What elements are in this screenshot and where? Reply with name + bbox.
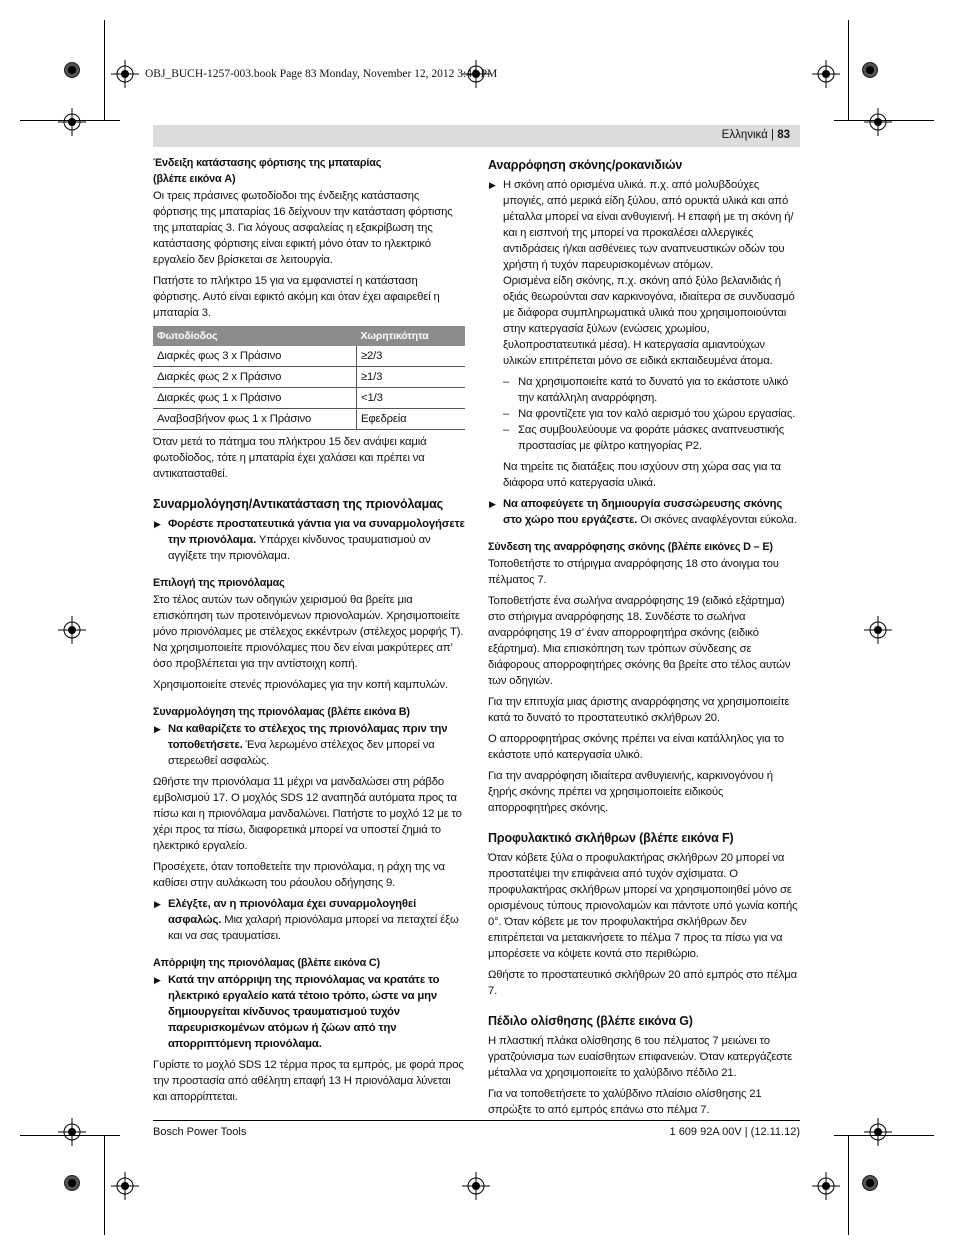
header-language: Ελληνικά: [721, 129, 768, 141]
table-row: Διαρκές φως 1 x Πράσινο <1/3: [153, 388, 465, 409]
paragraph: Να τηρείτε τις διατάξεις που ισχύουν στη χώρα σας για τα διάφορα υπό κατεργασία υλικά.: [503, 461, 781, 489]
table-header: Χωρητικότητα: [357, 326, 466, 346]
table-row: Αναβοσβήνον φως 1 x Πράσινο Εφεδρεία: [153, 409, 465, 430]
page-number: 83: [777, 129, 790, 141]
registration-mark-icon: [111, 1172, 139, 1200]
crop-mark: [848, 1135, 849, 1235]
section-subtitle: Απόρριψη της πριονόλαμας (βλέπε εικόνα C): [153, 957, 381, 969]
dash-item: – Σας συμβουλεύουμε να φοράτε μάσκες αναπνευστικής προστασίας με φίλτρο κατηγορίας P2.: [503, 424, 785, 452]
paragraph: Τοποθετήστε ένα σωλήνα αναρρόφησης 19 (ειδικό εξάρτημα) στο στήριγμα αναρρόφησης 18. Συνδέστε το σωλήνα αναρρόφησης 19 σ’ έναν απορροφητήρα σκόνης (ειδικό εξάρτημα). Μια επισκόπηση των τρόπων σύνδεσης σε διάφορους απορροφητήρες σκόνης θα βρείτε στο τέλος αυτών των οδηγιών.: [488, 595, 791, 687]
registration-mark-icon: [462, 1172, 490, 1200]
paragraph: Στο τέλος αυτών των οδηγιών χειρισμού θα βρείτε μια επισκόπηση των προτεινόμενων πριονολαμών. Χρησιμοποιείτε μόνο πριονόλαμες με στέλεχος εκκέντρων (στέλεχος μορφής T). Να χρησιμοποιείτε πριονόλαμες που δεν είναι μακρύτερες απ’ όσο προβλέπεται για την αντίστοιχη κοπή.: [153, 594, 464, 670]
paragraph: Γυρίστε το μοχλό SDS 12 τέρμα προς τα εμπρός, με φορά προς την προστασία από αθέλητη επαφή 13 Η πριονόλαμα λύνεται και απορρίπτεται.: [153, 1059, 464, 1103]
registration-mark-icon: [864, 108, 892, 136]
left-column: [153, 155, 465, 1110]
paragraph: Ο απορροφητήρας σκόνης πρέπει να είναι κατάλληλος για το εκάστοτε υπό κατεργασία υλικό.: [488, 733, 784, 761]
color-target-icon: [862, 62, 878, 78]
print-slug: OBJ_BUCH-1257-003.book Page 83 Monday, November 12, 2012 3:46 PM: [145, 68, 498, 80]
paragraph: Τοποθετήστε το στήριγμα αναρρόφησης 18 στο άνοιγμα του πέλματος 7.: [488, 558, 779, 586]
registration-mark-icon: [864, 1118, 892, 1146]
bullet-item: ▶ Να αποφεύγετε τη δημιουργία συσσώρευσης σκόνης στο χώρο που εργάζεστε. Οι σκόνες αναφλέγονται εύκολα.: [489, 498, 797, 526]
registration-mark-icon: [58, 616, 86, 644]
registration-mark-icon: [58, 1118, 86, 1146]
color-target-icon: [64, 1175, 80, 1191]
crop-mark: [848, 20, 849, 120]
color-target-icon: [862, 1175, 878, 1191]
paragraph: Χρησιμοποιείτε στενές πριονόλαμες για την κοπή καμπυλών.: [153, 679, 448, 691]
section-subtitle: Συναρμολόγηση της πριονόλαμας (βλέπε εικόνα B): [153, 706, 410, 718]
paragraph: Ωθήστε το προστατευτικό σκλήθρων 20 από εμπρός στο πέλμα 7.: [488, 969, 797, 997]
paragraph: Ωθήστε την πριονόλαμα 11 μέχρι να μανδαλώσει στη ράβδο εμβολισμού 17. Ο μοχλός SDS 12 αναπηδά αυτόματα προς τα πίσω και η πριονόλαμα μανδαλώνει. Πατήστε το μοχλό 12 με το χέρι προς τα πίσω, διαφορετικά μπορεί να υποστεί ζημιά το ηλεκτρικό εργαλείο.: [153, 776, 462, 852]
paragraph: Προσέχετε, όταν τοποθετείτε την πριονόλαμα, η ράχη της να καθίσει στην αυλάκωση του ράουλου οδήγησης 9.: [153, 861, 445, 889]
footer-brand: Bosch Power Tools: [153, 1126, 247, 1138]
paragraph: Για την επιτυχία μιας άριστης αναρρόφησης να χρησιμοποιείτε κατά το δυνατό το προστατευτικό σκλήθρων 20.: [488, 696, 790, 724]
registration-mark-icon: [58, 108, 86, 136]
bullet-item: ▶ Φορέστε προστατευτικά γάντια για να συναρμολογήσετε την πριονόλαμα. Υπάρχει κίνδυνος τραυματισμού αν αγγίξετε την πριονόλαμα.: [154, 518, 465, 562]
color-target-icon: [64, 62, 80, 78]
paragraph: Η πλαστική πλάκα ολίσθησης 6 του πέλματος 7 μειώνει το γρατζούνισμα των ευαίσθητων επιφανειών. Όταν κατεργάζεστε μέταλλα να χρησιμοποιείτε το χαλύβδινο πέδιλο 21.: [488, 1035, 793, 1079]
section-subtitle: Ένδειξη κατάστασης φόρτισης της μπαταρίας (βλέπε εικόνα A): [153, 157, 382, 185]
dash-item: – Να φροντίζετε για τον καλό αερισμό του χώρου εργασίας.: [503, 408, 796, 420]
bullet-arrow-icon: ▶: [489, 499, 496, 509]
paragraph: Όταν κόβετε ξύλα ο προφυλακτήρας σκλήθρων 20 μπορεί να προστατέψει την επιφάνεια από τυχόν σχίσιματα. Ο προφυλακτήρας σκλήθρων μπορεί να χρησιμοποιηθεί μόνο σε ορισμένους τύπους πριονολαμών και πάντοτε υπό γωνία κοπής 0°. Όταν κόβετε με τον προφυλακτήρα σκλήθρων δεν επιτρέπεται να μετακινήσετε το πέλμα 7 προς τα πίσω για να μπορέσετε να κόψετε κοντά στο περιθώριο.: [488, 852, 798, 960]
bullet-item: ▶ Η σκόνη από ορισμένα υλικά. π.χ. από μολυβδούχες μπογιές, από μερικά είδη ξύλου, από ορυκτά υλικά και από μέταλλα μπορεί να είναι ανθυγιεινή. Η επαφή με τη σκόνη ή/και η εισπνοή της μπορεί να προκαλέσει αλλεργικές αντιδράσεις ή/και ασθένειες των αναπνευστικών οδών του χρήστη ή τυχόν παρευρισκομένων ατόμων. Ορισμένα είδη σκόνης, π.χ. σκόνη από ξύλο βελανιδιάς ή οξιάς θεωρούνται σαν καρκινογόνα, ιδιαίτερα σε συνδυασμό με διάφορα συμπληρωματικά υλικά που χρησιμοποιούνται στην κατεργασία ξύλων (ενώσεις χρωμίου, ξυλοπροστατευτικά μέσα). Η κατεργασία αμιαντούχων υλικών επιτρέπεται μόνο σε ειδικά εκπαιδευμένα άτομα.: [489, 179, 795, 367]
paragraph: Όταν μετά το πάτημα του πλήκτρου 15 δεν ανάψει καμιά φωτοδίοδος, τότε η μπαταρία έχει χαλάσει και πρέπει να αντικατασταθεί.: [153, 436, 427, 480]
dash-item: – Να χρησιμοποιείτε κατά το δυνατό για το εκάστοτε υλικό την κατάλληλη αναρρόφηση.: [503, 376, 789, 404]
crop-mark: [104, 20, 105, 120]
bullet-item: ▶ Να καθαρίζετε το στέλεχος της πριονόλαμας πριν την τοποθετήσετε. Ένα λερωμένο στέλεχος δεν μπορεί να στερεωθεί ασφαλώς.: [154, 723, 448, 767]
paragraph: Για να τοποθετήσετε το χαλύβδινο πλαίσιο ολίσθησης 21 σπρώξτε το από εμπρός επάνω στο πέλμα 7.: [488, 1088, 762, 1116]
footer-rule: [153, 1120, 800, 1121]
bullet-item: ▶ Κατά την απόρριψη της πριονόλαμας να κρατάτε το ηλεκτρικό εργαλείο κατά τέτοιο τρόπο, ώστε να μην δημιουργείται κίνδυνος τραυματισμού τυχόν παρευρισκομένων ατόμων ή ζώων από την απορριπτόμενη πριονόλαμα.: [154, 974, 440, 1050]
charge-table: [153, 326, 465, 430]
header-text: Ελληνικά | 83: [721, 129, 790, 141]
bullet-arrow-icon: ▶: [154, 899, 161, 909]
section-title: Συναρμολόγηση/Αντικατάσταση της πριονόλαμας: [153, 497, 444, 511]
bullet-arrow-icon: ▶: [154, 724, 161, 734]
page-header: [153, 125, 800, 147]
table-row: Διαρκές φως 3 x Πράσινο ≥2/3: [153, 346, 465, 367]
paragraph: Πατήστε το πλήκτρο 15 για να εμφανιστεί η κατάσταση φόρτισης. Αυτό είναι εφικτό ακόμη και όταν έχει αφαιρεθεί η μπαταρία 3.: [153, 275, 440, 319]
section-title: Προφυλακτικό σκλήθρων (βλέπε εικόνα F): [488, 831, 734, 845]
table-row: Διαρκές φως 2 x Πράσινο ≥1/3: [153, 367, 465, 388]
bullet-arrow-icon: ▶: [489, 180, 496, 190]
paragraph: Για την αναρρόφηση ιδιαίτερα ανθυγιεινής, καρκινογόνου ή ξηρής σκόνης πρέπει να χρησιμοποιείτε ειδικούς απορροφητήρες σκόνης.: [488, 770, 773, 814]
registration-mark-icon: [111, 60, 139, 88]
footer-docnumber: 1 609 92A 00V | (12.11.12): [669, 1126, 800, 1138]
bullet-item: ▶ Ελέγξτε, αν η πριονόλαμα έχει συναρμολογηθεί ασφαλώς. Μια χαλαρή πριονόλαμα μπορεί να πεταχτεί έξω και να σας τραυματίσει.: [154, 898, 459, 942]
registration-mark-icon: [864, 616, 892, 644]
crop-mark: [104, 1135, 105, 1235]
section-subtitle: Σύνδεση της αναρρόφησης σκόνης (βλέπε εικόνες D – E): [488, 541, 773, 553]
bullet-arrow-icon: ▶: [154, 519, 161, 529]
right-column: [488, 155, 800, 1123]
section-title: Αναρρόφηση σκόνης/ροκανιδιών: [488, 158, 683, 172]
paragraph: Οι τρεις πράσινες φωτοδίοδοι της ένδειξης κατάστασης φόρτισης της μπαταρίας 16 δείχνουν την κατάσταση φόρτισης της μπαταρίας 3. Για λόγους ασφαλείας η εξακρίβωση της κατάστασης φόρτισης είναι εφικτή μόνο όταν το ηλεκτρικό εργαλείο δεν βρίσκεται σε λειτουργία.: [153, 190, 453, 266]
table-header: Φωτοδίοδος: [153, 326, 357, 346]
registration-mark-icon: [812, 60, 840, 88]
bullet-arrow-icon: ▶: [154, 975, 161, 985]
section-title: Πέδιλο ολίσθησης (βλέπε εικόνα G): [488, 1014, 693, 1028]
section-subtitle: Επιλογή της πριονόλαμας: [153, 577, 285, 589]
registration-mark-icon: [812, 1172, 840, 1200]
